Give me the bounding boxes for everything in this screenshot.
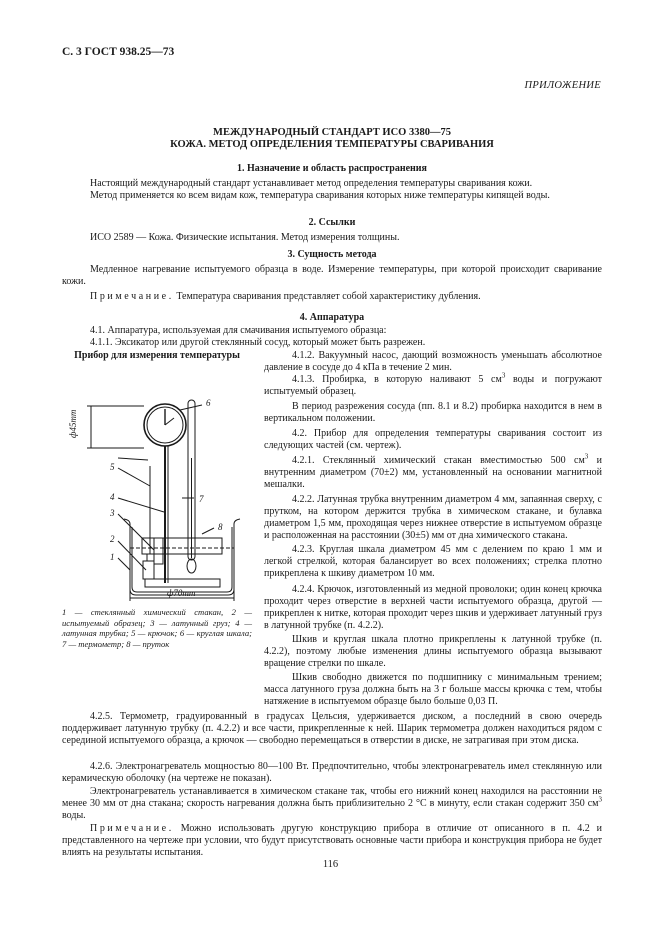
leader-3 [118,514,154,550]
page-header-left: С. 3 ГОСТ 938.25—73 [62,46,175,58]
figure-label-1: 1 [110,552,115,562]
section-3-paragraph-1: Медленное нагревание испытуемого образца в воде. Измерение температуры, при которой происходит сваривание кожи. [62,264,602,287]
p421-sup: 3 [584,452,589,461]
p426b-text-end: воды. [62,810,86,821]
paragraph-4-1-2: 4.1.2. Вакуумный насос, дающий возможность уменьшать абсолютное давление в сосуде до 4 кПа в течение 2 мин. [264,350,602,373]
section-4-heading: 4. Аппаратура [299,312,365,323]
section-1-paragraph-1: Настоящий международный стандарт устанавливает метод определения температуры сваривания кожи. [90,178,533,189]
paragraph-4-2-6: 4.2.6. Электронагреватель мощностью 80—100 Вт. Предпочтительно, чтобы электронагреватель имел стеклянную или керамическую оболочку (на чертеже не показан). [62,761,602,784]
section-1-heading: 1. Назначение и область распространения [237,163,427,174]
scale-needle-tail [165,418,174,425]
note2-label: Примечание. [90,823,174,834]
leader-8 [202,528,214,534]
p421-text-end: и внутренним диаметром (70±2) мм, установленный на основании магнитной мешалки. [264,455,602,490]
p426b-sup: 3 [598,795,602,804]
support-base [145,579,220,587]
document-title-line2: КОЖА. МЕТОД ОПРЕДЕЛЕНИЯ ТЕМПЕРАТУРЫ СВАРИВАНИЯ [170,139,494,150]
paragraph-4-2-4-cont2: Шкив свободно движется по подшипнику с минимальным трением; масса латунного груза должна быть на 3 г больше массы крючка с тем, чтобы натяжение в испытуемом образце было больше 0,03 П. [264,672,602,707]
paragraph-4-2-5: 4.2.5. Термометр, градуированный в градусах Цельсия, удерживается диском, а последний в свою очередь поддерживает латунную трубку (п. 4.2.2) и все части, прикрепленные к ней. Шарик термометра должен находиться рядом с серединой испытуемого образца, а крючок — свободно перемещаться в отверстии в диске, не затрагивая при этом диска. [62,711,602,746]
brass-weight [154,538,163,564]
dimension-height-label: ф45mm [68,409,78,438]
leader-5 [118,468,150,486]
leader-6b [180,405,202,410]
note2-text: Можно использовать другую конструкцию прибора в отличие от описанного в п. 4.2 и представленного на чертеже при условии, что будут присутствовать основные части прибора и конструкция прибора не будет влиять на результаты испытания. [62,823,602,858]
leader-1 [118,558,130,570]
figure-label-2: 2 [110,534,115,544]
thermometer-bulb [187,559,196,573]
figure-label-6: 6 [206,398,211,408]
section-2-paragraph-1: ИСО 2589 — Кожа. Физические испытания. Метод измерения толщины. [90,232,400,243]
paragraph-4-1-3 [264,371,602,398]
paragraph-4-1-3-cont: В период разрежения сосуда (пп. 8.1 и 8.2) пробирка находится в нем в вертикальном положении. [264,401,602,424]
note-label: Примечание. [90,291,174,302]
p413-text-end: воды и погружают испытуемый образец. [264,374,602,397]
p426b-text: Электронагреватель устанавливается в химическом стакане так, чтобы его нижний конец находился на расстоянии не менее 30 мм от дна стакана; скорость нагревания должна быть приблизительно 2 °С в минуту, если стакан содержит 350 см [62,786,602,809]
paragraph-4-2-4-cont: Шкив и круглая шкала плотно прикреплены к латунной трубке (п. 4.2.2), поэтому любые изменения длины испытуемого образца вызывают вращение стрелки по шкале. [264,634,602,669]
section-2-heading: 2. Ссылки [308,217,356,228]
leader-6 [118,458,148,460]
p413-sup: 3 [501,371,506,380]
figure-title: Прибор для измерения температуры [74,350,240,361]
figure-legend: 1 — стеклянный химический стакан, 2 — испытуемый образец; 3 — латунный груз; 4 — латунная трубка; 5 — крючок; 6 — круглая шкала; 7 — термометр; 8 — пруток [62,607,252,649]
figure-label-7: 7 [199,494,204,504]
document-title-line1: МЕЖДУНАРОДНЫЙ СТАНДАРТ ИСО 3380—75 [213,127,451,138]
figure-label-8: 8 [218,522,223,532]
paragraph-4-2: 4.2. Прибор для определения температуры сваривания состоит из следующих частей (см. чертеж). [264,428,602,451]
apparatus-figure [62,378,252,602]
page-header-appendix: ПРИЛОЖЕНИЕ [524,80,601,91]
paragraph-4-2-6-cont [62,786,602,822]
p413-text: 4.1.3. Пробирка, в которую наливают 5 см [292,374,502,385]
section-1-paragraph-2: Метод применяется ко всем видам кож, температура сваривания которых ниже температуры кипящей воды. [90,190,550,201]
paragraph-4-1-1: 4.1.1. Эксикатор или другой стеклянный сосуд, который может быть разрежен. [90,337,426,348]
figure-label-3: 3 [110,508,115,518]
leader-4 [118,498,164,512]
figure-label-5: 5 [110,462,115,472]
beaker-rim-right [234,519,240,524]
paragraph-4-2-3: 4.2.3. Круглая шкала диаметром 45 мм с делением по краю 1 мм и легкой стрелкой, которая балансирует во всех положениях; стрелка плотно прикреплена к шкиву диаметром 10 мм. [264,544,602,579]
section-3-note [62,291,602,303]
hook-bend [147,554,153,561]
paragraph-4-2-2: 4.2.2. Латунная трубка внутренним диаметром 4 мм, запаянная сверху, с прутком, на котором держится трубка в химическом стакане, и булавка диаметром 1,5 мм, проходящая через нижнее отверстие в испытуемом образце и расположенная на расстоянии (30±5) мм от дна химического стакана. [264,494,602,541]
paragraph-4-2-1 [264,452,602,491]
dimension-width-label: ф70mm [167,588,196,598]
sample [143,561,154,579]
note-text: Температура сваривания представляет собой характеристику дубления. [173,291,481,302]
page-number: 116 [322,859,339,870]
section-4-note [62,823,602,859]
paragraph-4-2-4: 4.2.4. Крючок, изготовленный из медной проволоки; один конец крючка проходит через отверстие в верхней части испытуемого образца, другой — прикреплен к нитке, которая проходит через шкив и удерживает латунный груз в латунной трубке (п. 4.2.2). [264,584,602,631]
section-3-heading: 3. Сущность метода [287,249,377,260]
p421-text: 4.2.1. Стеклянный химический стакан вместимостью 500 см [292,455,585,466]
paragraph-4-1: 4.1. Аппаратура, используемая для смачивания испытуемого образца: [90,325,387,336]
beaker-body [130,524,234,595]
figure-label-4: 4 [110,492,115,502]
